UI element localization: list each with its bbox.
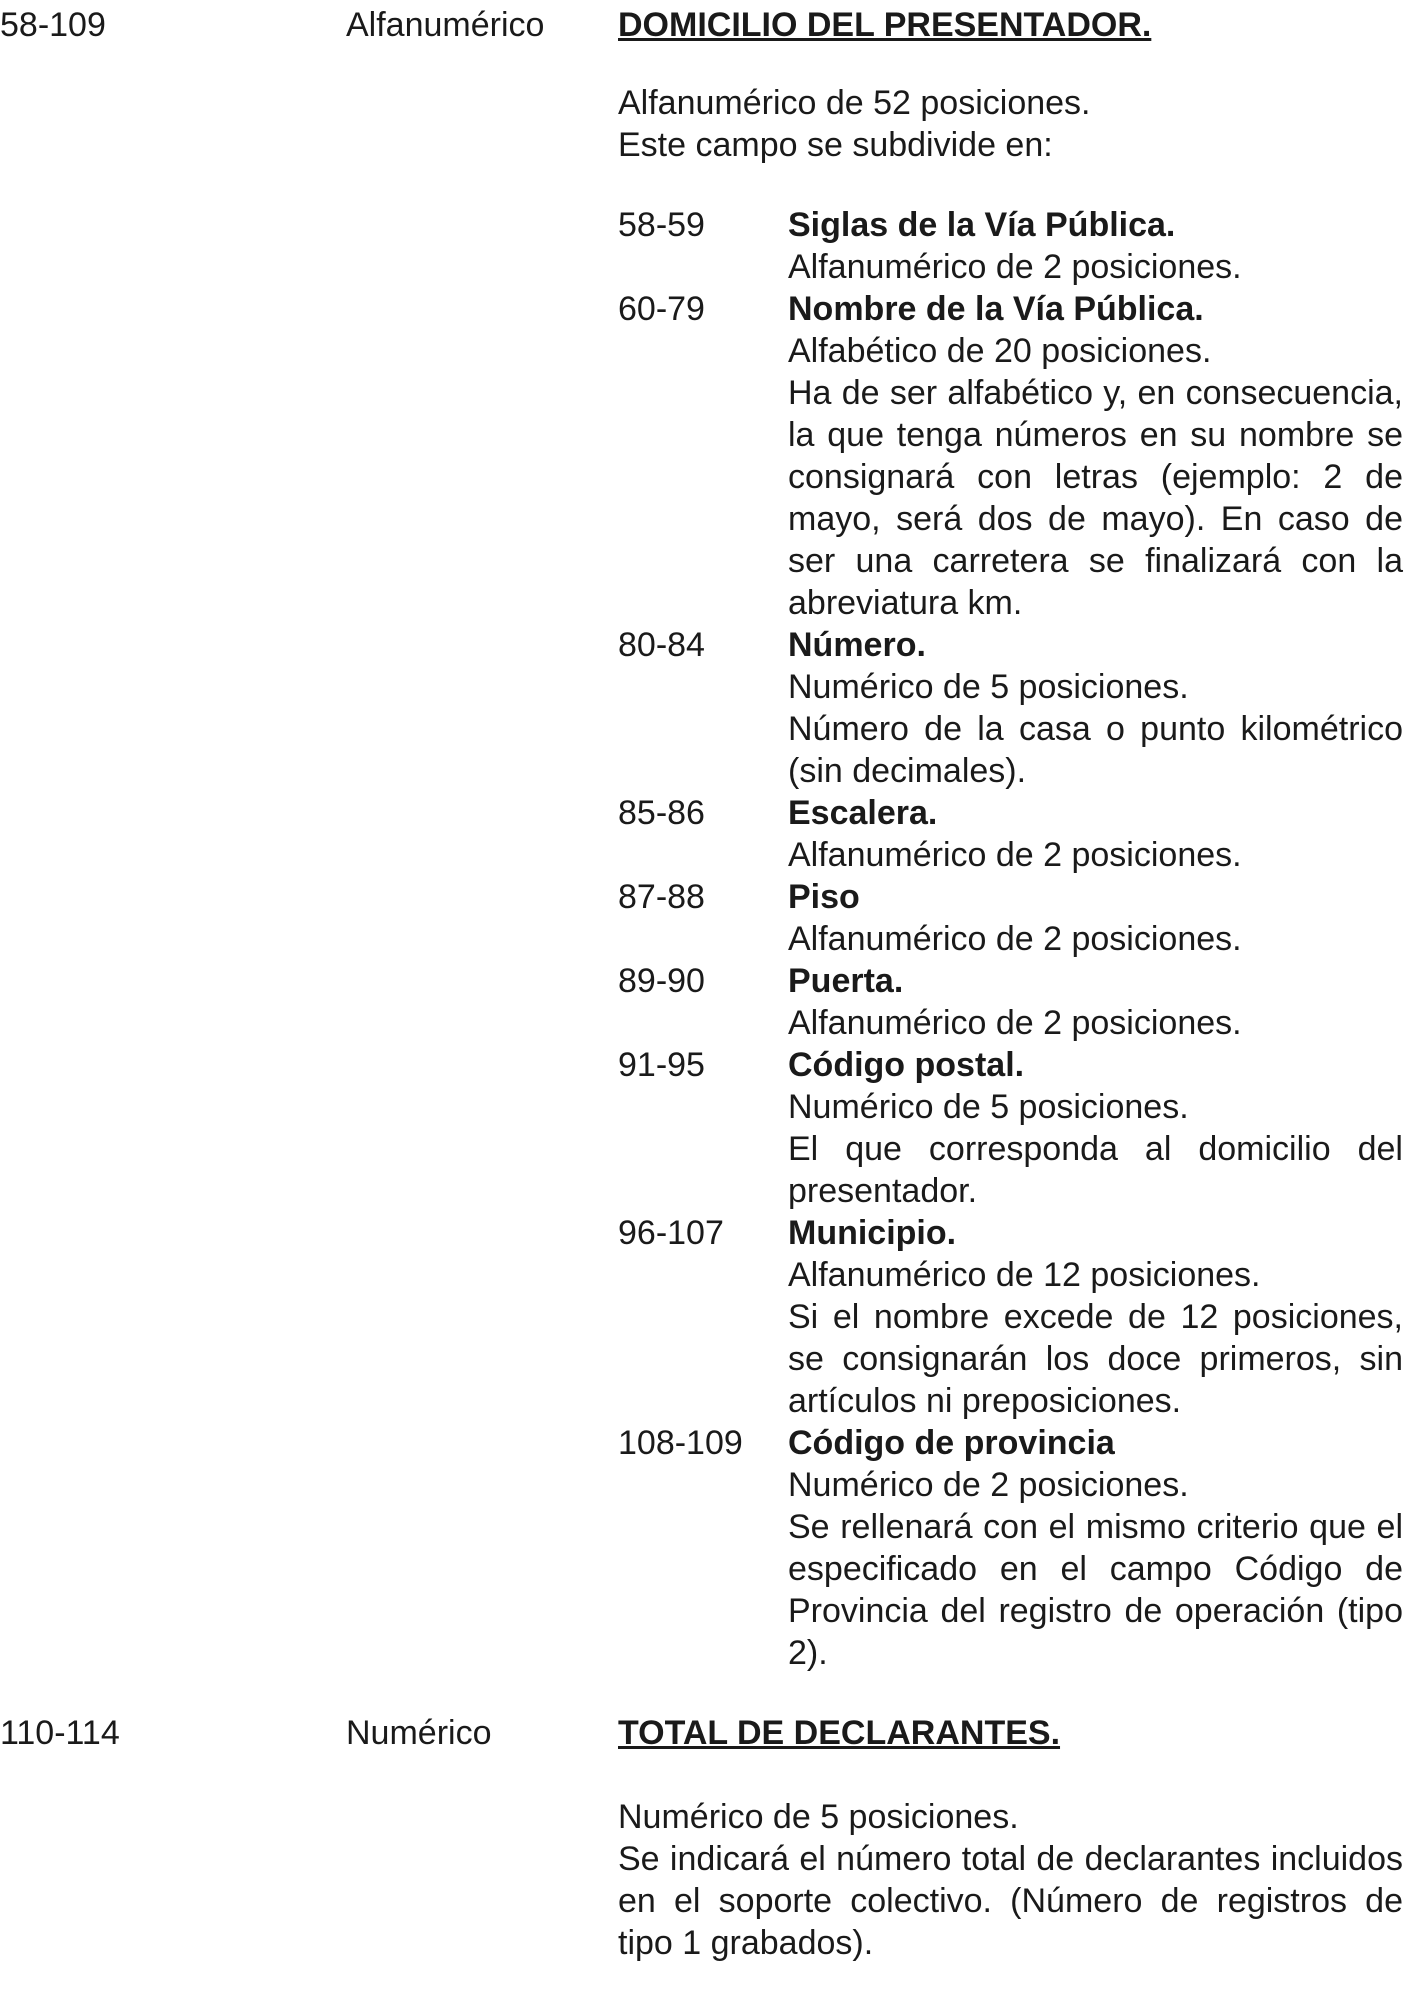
subfield-line: Si el nombre excede de 12 posiciones, se consignarán los doce primeros, sin artículos ni preposiciones. xyxy=(788,1298,1403,1420)
subfield-name: Piso xyxy=(788,878,860,916)
subfield xyxy=(618,1044,1403,1212)
subfield-line: Numérico de 5 posiciones. xyxy=(788,668,1189,706)
subfield-range: 85-86 xyxy=(618,794,705,832)
subfield-range: 108-109 xyxy=(618,1424,743,1462)
field-description xyxy=(618,82,1403,166)
subfield-range: 89-90 xyxy=(618,962,705,1000)
subfield xyxy=(618,876,1403,960)
description-line: Alfanumérico de 52 posiciones. xyxy=(618,84,1091,122)
subfield-line: Se rellenará con el mismo criterio que el especificado en el campo Código de Provincia del registro de operación (tipo 2). xyxy=(788,1508,1403,1672)
field-description xyxy=(618,1796,1403,1964)
field-range: 58-109 xyxy=(0,6,106,44)
subfield-range: 96-107 xyxy=(618,1214,724,1252)
subfield xyxy=(618,960,1403,1044)
subfield-line: Alfanumérico de 2 posiciones. xyxy=(788,836,1242,874)
subfield xyxy=(618,792,1403,876)
subfield-name: Puerta. xyxy=(788,962,904,1000)
subfield xyxy=(618,288,1403,624)
subfield-line: Alfanumérico de 2 posiciones. xyxy=(788,1004,1242,1042)
subfield-line: Número de la casa o punto kilométrico (sin decimales). xyxy=(788,710,1403,790)
subfield-name: Código postal. xyxy=(788,1046,1025,1084)
subfield-line: Alfanumérico de 12 posiciones. xyxy=(788,1256,1261,1294)
subfield-range: 58-59 xyxy=(618,206,705,244)
subfield-line: Alfanumérico de 2 posiciones. xyxy=(788,248,1242,286)
subfield xyxy=(618,624,1403,792)
field-range: 110-114 xyxy=(0,1714,120,1752)
subfield-list xyxy=(618,204,1403,1674)
description-line: Numérico de 5 posiciones. xyxy=(618,1798,1019,1836)
field-title: TOTAL DE DECLARANTES. xyxy=(618,1714,1061,1752)
subfield-line: Numérico de 2 posiciones. xyxy=(788,1466,1189,1504)
subfield-line: Alfanumérico de 2 posiciones. xyxy=(788,920,1242,958)
subfield-range: 87-88 xyxy=(618,878,705,916)
subfield-name: Siglas de la Vía Pública. xyxy=(788,206,1176,244)
subfield xyxy=(618,204,1403,288)
subfield-name: Código de provincia xyxy=(788,1424,1115,1462)
subfield xyxy=(618,1212,1403,1422)
subfield-line: Numérico de 5 posiciones. xyxy=(788,1088,1189,1126)
subfield-range: 91-95 xyxy=(618,1046,705,1084)
subfield-name: Municipio. xyxy=(788,1214,957,1252)
subfield-range: 60-79 xyxy=(618,290,705,328)
subfield-name: Escalera. xyxy=(788,794,938,832)
field-type: Numérico xyxy=(346,1714,492,1752)
subfield-name: Número. xyxy=(788,626,926,664)
field-title: DOMICILIO DEL PRESENTADOR. xyxy=(618,6,1152,44)
subfield-line: El que corresponda al domicilio del presentador. xyxy=(788,1130,1403,1210)
subfield xyxy=(618,1422,1403,1674)
subfield-name: Nombre de la Vía Pública. xyxy=(788,290,1204,328)
description-line: Este campo se subdivide en: xyxy=(618,126,1053,164)
description-line: Se indicará el número total de declarantes incluidos en el soporte colectivo. (Número de registros de tipo 1 grabados). xyxy=(618,1840,1403,1962)
subfield-line: Alfabético de 20 posiciones. xyxy=(788,332,1212,370)
field-type: Alfanumérico xyxy=(346,6,545,44)
subfield-line: Ha de ser alfabético y, en consecuencia, la que tenga números en su nombre se consignará con letras (ejemplo: 2 de mayo, será dos de mayo). En caso de ser una carretera se finalizará con la abreviatura km. xyxy=(788,374,1403,622)
subfield-range: 80-84 xyxy=(618,626,705,664)
